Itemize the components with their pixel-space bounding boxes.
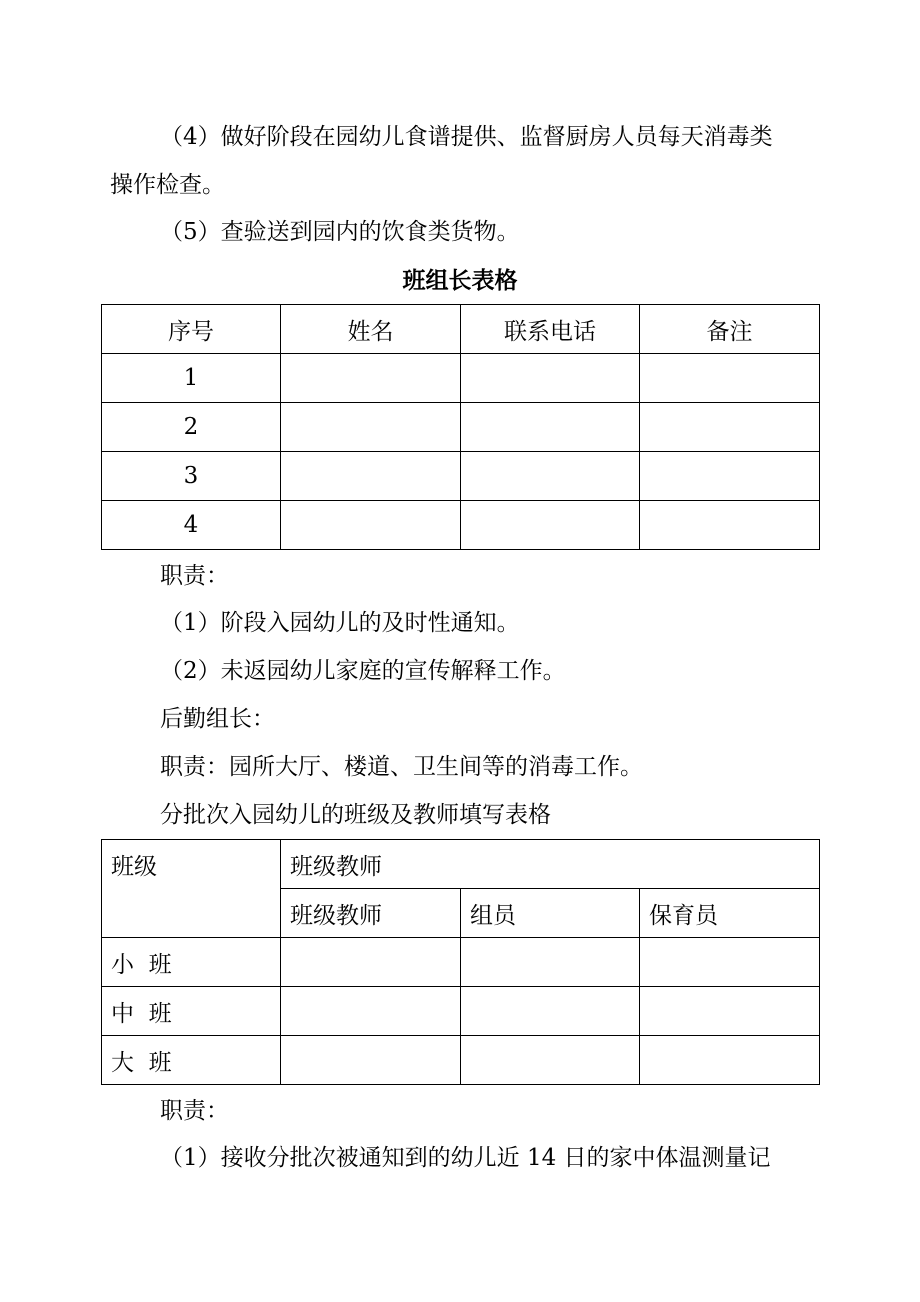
cell-teacher <box>281 1036 461 1085</box>
cell-caregiver <box>640 1036 820 1085</box>
cell-member <box>461 1036 640 1085</box>
table-row <box>102 354 820 403</box>
table2-caption: 分批次入园幼儿的班级及教师填写表格 <box>160 802 551 828</box>
intro-line-5: （5）查验送到园内的饮食类货物。 <box>160 219 520 245</box>
cell-member <box>461 987 640 1036</box>
logistics-label: 后勤组长： <box>160 706 275 732</box>
cell-name <box>281 403 461 452</box>
team-leader-table <box>101 304 820 550</box>
intro-line-4a: （4）做好阶段在园幼儿食谱提供、监督厨房人员每天消毒类 <box>160 124 773 150</box>
row-index: 4 <box>102 501 281 550</box>
header-cell-index: 序号 <box>102 305 281 354</box>
duty-item-1: （1）阶段入园幼儿的及时性通知。 <box>160 610 520 636</box>
cell-notes <box>640 403 820 452</box>
cell-member <box>461 938 640 987</box>
row-class-middle: 中 班 <box>102 987 281 1036</box>
row-class-small: 小 班 <box>102 938 281 987</box>
header-cell-notes: 备注 <box>640 305 820 354</box>
cell-teacher <box>281 987 461 1036</box>
table-header-row <box>102 305 820 354</box>
cell-caregiver <box>640 987 820 1036</box>
header-cell-phone: 联系电话 <box>461 305 640 354</box>
duty-item-3: （1）接收分批次被通知到的幼儿近 14 日的家中体温测量记 <box>160 1145 771 1171</box>
subheader-cell-member: 组员 <box>461 889 640 938</box>
duty-label-2: 职责： <box>160 1098 229 1124</box>
table-row <box>102 938 820 987</box>
table-row <box>102 987 820 1036</box>
cell-name <box>281 452 461 501</box>
row-index: 2 <box>102 403 281 452</box>
cell-notes <box>640 501 820 550</box>
cell-caregiver <box>640 938 820 987</box>
cell-notes <box>640 452 820 501</box>
table-row <box>102 403 820 452</box>
table-row <box>102 452 820 501</box>
row-index: 3 <box>102 452 281 501</box>
table1-title: 班组长表格 <box>402 267 518 294</box>
subheader-cell-teacher: 班级教师 <box>281 889 461 938</box>
table-header-row <box>102 840 820 889</box>
cell-phone <box>461 501 640 550</box>
logistics-duty: 职责：园所大厅、楼道、卫生间等的消毒工作。 <box>160 754 643 780</box>
subheader-cell-caregiver: 保育员 <box>640 889 820 938</box>
duty-item-2: （2）未返园幼儿家庭的宣传解释工作。 <box>160 658 566 684</box>
table-row <box>102 1036 820 1085</box>
cell-phone <box>461 354 640 403</box>
cell-phone <box>461 403 640 452</box>
header-cell-class-teachers: 班级教师 <box>281 840 820 889</box>
header-cell-class: 班级 <box>102 840 281 938</box>
cell-notes <box>640 354 820 403</box>
class-teacher-table <box>101 839 820 1085</box>
duty-label-1: 职责： <box>160 563 229 589</box>
row-index: 1 <box>102 354 281 403</box>
cell-teacher <box>281 938 461 987</box>
cell-name <box>281 501 461 550</box>
header-cell-name: 姓名 <box>281 305 461 354</box>
table-row <box>102 501 820 550</box>
cell-phone <box>461 452 640 501</box>
intro-line-4b: 操作检查。 <box>110 172 225 198</box>
cell-name <box>281 354 461 403</box>
row-class-large: 大 班 <box>102 1036 281 1085</box>
